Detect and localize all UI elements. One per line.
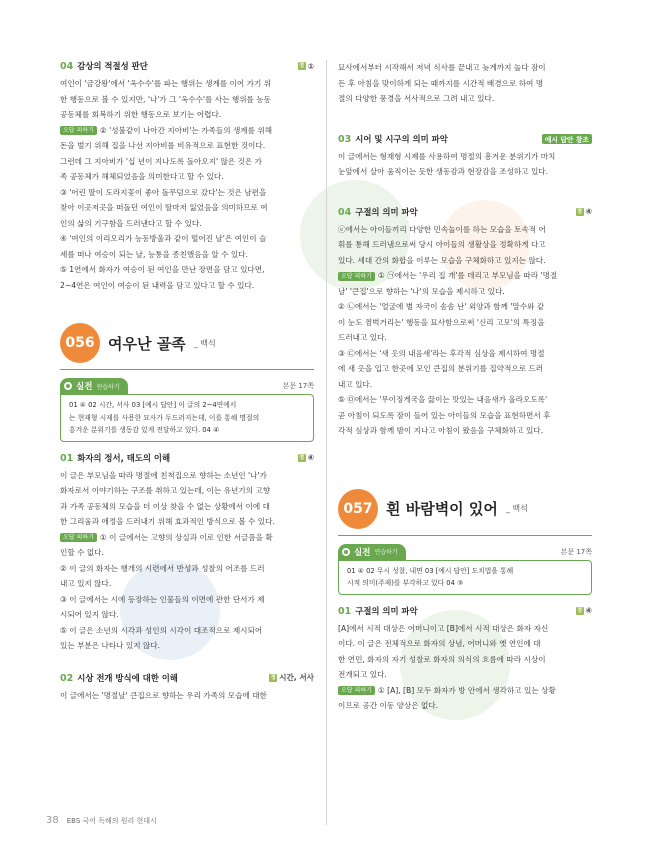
paragraph: 절의 다양한 풍경을 서사적으로 그려 내고 있다. [338, 94, 495, 103]
paragraph: 한 그리움과 애정을 드러내기 위해 효과적인 방식으로 볼 수 있다. [60, 517, 275, 526]
answer-marker: 정 시간, 서사 [270, 673, 314, 682]
paragraph: ③ 이 글에서는 시에 등장하는 인물들의 이면에 관한 단서가 제 [60, 594, 265, 604]
paragraph: 오답 피하기 ① ㉠에서는 '우리 집 개'를 데리고 부모님을 따라 '명절 [338, 268, 592, 284]
paragraph: 여인이 '금강왕'에서 '옥수수'를 파는 행위는 생계를 이어 가기 위 [60, 79, 272, 88]
pin-icon [64, 382, 72, 390]
question-header [338, 133, 592, 145]
work-header-056 [60, 323, 314, 370]
question-01 [338, 605, 592, 714]
paragraph: ⑤ ㉤에서는 '무이징게국을 끓이는 맛있는 내음새가 올라오도록' [338, 395, 548, 404]
page-reference: 본문 17쪽 [560, 547, 592, 556]
paragraph: ④ '여인의 이리오리가 능동방울과 같이 떨어진 날'은 여인이 슬 [60, 234, 267, 243]
paragraph: 돈을 벌기 위해 집을 나선 지아비를 비유적으로 표현한 것이다. [60, 141, 266, 150]
wrong-answer-tag: 오답 피하기 [60, 533, 97, 542]
question-title: 구절의 의미 파악 [355, 206, 418, 217]
question-number: 02 [60, 672, 74, 684]
paragraph: 2~4연은 여인이 여승이 된 내력을 담고 있다고 할 수 있다. [60, 280, 255, 290]
continued-text [338, 60, 592, 107]
paragraph: 곧 아침이 되도록 잠이 들어 있는 아이들의 모습을 표현하면서 후 [338, 410, 551, 420]
paragraph: 시되어 있지 않다. [60, 610, 119, 619]
question-04 [338, 206, 592, 439]
question-title: 시어 및 시구의 의미 파악 [355, 133, 448, 144]
wrong-answer-tag: 오답 피하기 [60, 126, 97, 135]
answer-marker: 정 ④ [576, 606, 592, 615]
paragraph: 족 공동체가 해체되었음을 의미한다고 할 수 있다. [60, 172, 224, 181]
column-divider [326, 60, 327, 825]
paragraph: ③ ㉢에서는 '새 옷의 내음새'라는 후각적 심상을 제시하여 명절 [338, 348, 545, 358]
work-author: _ 백석 [193, 338, 216, 348]
work-title: 흰 바람벽이 있어 [386, 500, 498, 518]
paragraph: ② 이 글의 화자는 행개의 시련에서 반성과 성찰의 어조를 드러 [60, 563, 265, 573]
answer-box-icon: 정 [576, 208, 583, 215]
paragraph: 인할 수 없다. [60, 548, 104, 557]
wrong-answer-tag: 오답 피하기 [338, 272, 375, 281]
answer-marker: 정 ① [298, 61, 314, 71]
answer-box-icon: 정 [270, 674, 276, 681]
paragraph: 이 글에서는 '명절날' 큰집으로 향하는 우리 가족의 모습에 대한 [60, 690, 267, 700]
paragraph: ⓔ에서는 아이들끼리 다양한 민속놀이를 하는 모습을 토속적 어 [338, 224, 546, 234]
right-column [338, 60, 592, 714]
page-number: 38 [46, 815, 59, 826]
paragraph: 있다. 세대 간의 화합을 이루는 모습을 구체화하고 있지는 않다. [338, 255, 546, 265]
answer-line: 시적 의미(주제)를 부각하고 있다 04 ③ [347, 579, 464, 587]
paragraph: 드러내고 있다. [338, 333, 387, 342]
question-header [60, 452, 314, 464]
paragraph: 오답 피하기 ① [A], [B] 모두 화자가 방 안에서 생각하고 있는 상황 [338, 683, 592, 699]
answer-line: 01 ④ 02 시간, 서사 03 [예시 답안] 이 글의 2~4연에서 [69, 401, 237, 409]
question-number: 01 [60, 452, 74, 464]
title-rule [338, 535, 592, 536]
question-title: 감상의 적절성 판단 [77, 61, 148, 71]
left-column [60, 60, 314, 703]
paragraph: 이 글에서는 형재형 시제를 사용하여 명절의 흥겨운 분위기가 마치 [338, 151, 556, 161]
paragraph: 에 새 옷을 입고 한곳에 모인 큰집의 분위기를 집약적으로 드러 [338, 364, 544, 373]
page-reference: 본문 17쪽 [282, 382, 314, 390]
answer-line: 는 현재형 시제를 사용한 묘사가 두드러지는데, 이를 통해 명절의 [69, 413, 260, 422]
paragraph: 오답 피하기 ② '성불같이 나아간 지아비'는 가족들의 생계를 위해 [60, 123, 314, 139]
paragraph: 찾아 이곳저곳을 떠돌던 여인이 딸마저 잃었음을 의미하므로 여 [60, 203, 268, 212]
work-author: _ 백석 [505, 504, 528, 513]
work-title: 여우난 골족 [108, 334, 186, 353]
paragraph: 그런데 그 지아비가 '십 년이 지나도록 돌아오지' 않은 것은 가 [60, 156, 262, 166]
answer-box-icon: 정 [576, 607, 583, 614]
book-title: EBS 국어 독해의 원리 현대시 [66, 816, 157, 825]
work-number-badge: 056 [60, 323, 100, 363]
paragraph: 한 연민, 화자의 자기 성찰로 화자의 의식의 흐름에 따라 시상이 [338, 654, 546, 664]
page-footer [46, 815, 157, 826]
answer-marker: 정 ④ [298, 453, 314, 462]
paragraph: 휘를 통해 드러냄으로써 당시 아이들의 생활상을 정확하게 다고 [338, 240, 546, 249]
question-header [60, 672, 314, 684]
paragraph: 세를 떠나 여승이 되는 날, 능통을 종친했음을 알 수 있다. [60, 249, 248, 259]
paragraph: 이다. 이 글은 전체적으로 화자의 상념, 어머니와 옛 연인에 대 [338, 639, 541, 648]
answer-line: 흥겨운 분위기를 생동감 있게 전달하고 있다. 04 ④ [69, 426, 220, 434]
paragraph: 이 눈도 껌벅거리는' 행동을 묘사함으로써 '신리 고모'의 특징을 [338, 317, 545, 327]
paragraph: ⑤ 1연에서 화자가 여승이 된 여인을 만난 장면을 담고 있다면, [60, 265, 265, 274]
paragraph: 날' '큰집'으로 향하는 '나'의 모습을 제시하고 있다. [338, 286, 505, 296]
answer-marker [542, 134, 592, 144]
work-number-badge: 057 [338, 489, 378, 529]
answer-box-icon: 정 [298, 454, 305, 461]
answer-line: 01 ④ 02 무시 성찰, 내면 03 [예시 답안] 도치법을 통해 [347, 566, 514, 575]
paragraph: 한 행동으로 볼 수 있지만, '나'가 그 '옥수수'를 사는 행위를 능동 [60, 94, 271, 104]
paragraph: 내고 있다. [338, 379, 373, 389]
pin-icon [342, 548, 350, 556]
title-rule [60, 369, 314, 370]
question-number: 04 [60, 61, 74, 72]
practice-tab: 실전 연습하기 [60, 378, 128, 394]
question-header [338, 206, 592, 218]
question-03 [338, 133, 592, 180]
paragraph: 인의 삶의 기구함을 드러낸다고 할 수 있다. [60, 218, 202, 228]
practice-tab: 실전 연습하기 [338, 544, 406, 560]
question-title: 화자의 정서, 태도의 이해 [77, 452, 171, 463]
question-01 [60, 452, 314, 654]
paragraph: 있는 부분은 나타나 있지 않다. [60, 641, 161, 650]
paragraph: 오답 피하기 ① 이 글에서는 고향의 상실과 이로 인한 서글픔을 확 [60, 530, 314, 546]
question-02 [60, 672, 314, 704]
paragraph: ③ '어린 딸이 도라지꽃이 좋아 돌무덤으로 갔다'는 것은 남편을 [60, 187, 267, 197]
question-04 [60, 60, 314, 293]
paragraph: 화자로서 이야기하는 구조를 취하고 있는데, 이는 유년기의 고향 [60, 486, 271, 495]
paragraph: 내고 있지 않다. [60, 579, 112, 588]
paragraph: 눈앞에서 살아 움직이는 듯한 생동감과 현장감을 조성하고 있다. [338, 167, 549, 176]
wrong-answer-tag: 오답 피하기 [338, 686, 375, 695]
paragraph: 전개되고 있다. [338, 670, 387, 679]
paragraph: ⑤ 이 글은 소년의 시각과 성인의 시각이 대조적으로 제시되어 [60, 625, 263, 635]
answer-tag: 예시 답안 참조 [542, 134, 592, 144]
question-number: 01 [338, 605, 352, 617]
question-title: 시상 전개 방식에 대한 이해 [77, 672, 178, 683]
answer-box-icon: 정 [298, 63, 305, 69]
question-header [60, 60, 314, 72]
paragraph: 이 글은 부모님을 따라 명절에 친척집으로 향하는 소년인 '나'가 [60, 470, 267, 480]
question-number: 04 [338, 206, 352, 218]
paragraph: 공동체를 회복하기 위한 행동으로 보기는 어렵다. [60, 110, 222, 119]
paragraph: 든 후 아침을 맞이하게 되는 때까지를 시간적 배경으로 하여 명 [338, 78, 544, 88]
paragraph: 묘사에서부터 시작해서 저녁 식사를 끝내고 늦게까지 놀다 잠이 [338, 63, 546, 72]
practice-answers [338, 544, 592, 595]
question-title: 구절의 의미 파악 [355, 605, 418, 616]
answer-marker: 정 ④ [576, 207, 592, 216]
practice-answers [60, 378, 314, 442]
practice-box [60, 394, 314, 442]
work-header-057 [338, 489, 592, 536]
question-header [338, 605, 592, 617]
paragraph: 이므로 공간 이동 양상은 없다. [338, 701, 439, 710]
paragraph: [A]에서 시적 대상은 어머니이고 [B]에서 시적 대상은 화자 자신 [338, 623, 549, 633]
paragraph: 과 가족 공동체의 모습을 더 이상 찾을 수 없는 상황에서 이에 대 [60, 501, 270, 511]
paragraph: ② ㉡에서는 '얼굴에 별 자국이 솜솜 난' 외양과 함께 '말수와 같 [338, 302, 545, 311]
question-number: 03 [338, 133, 352, 145]
paragraph: 각적 심상과 함께 밤이 지나고 아침이 왔음을 구체화하고 있다. [338, 426, 544, 435]
practice-box [338, 560, 592, 595]
